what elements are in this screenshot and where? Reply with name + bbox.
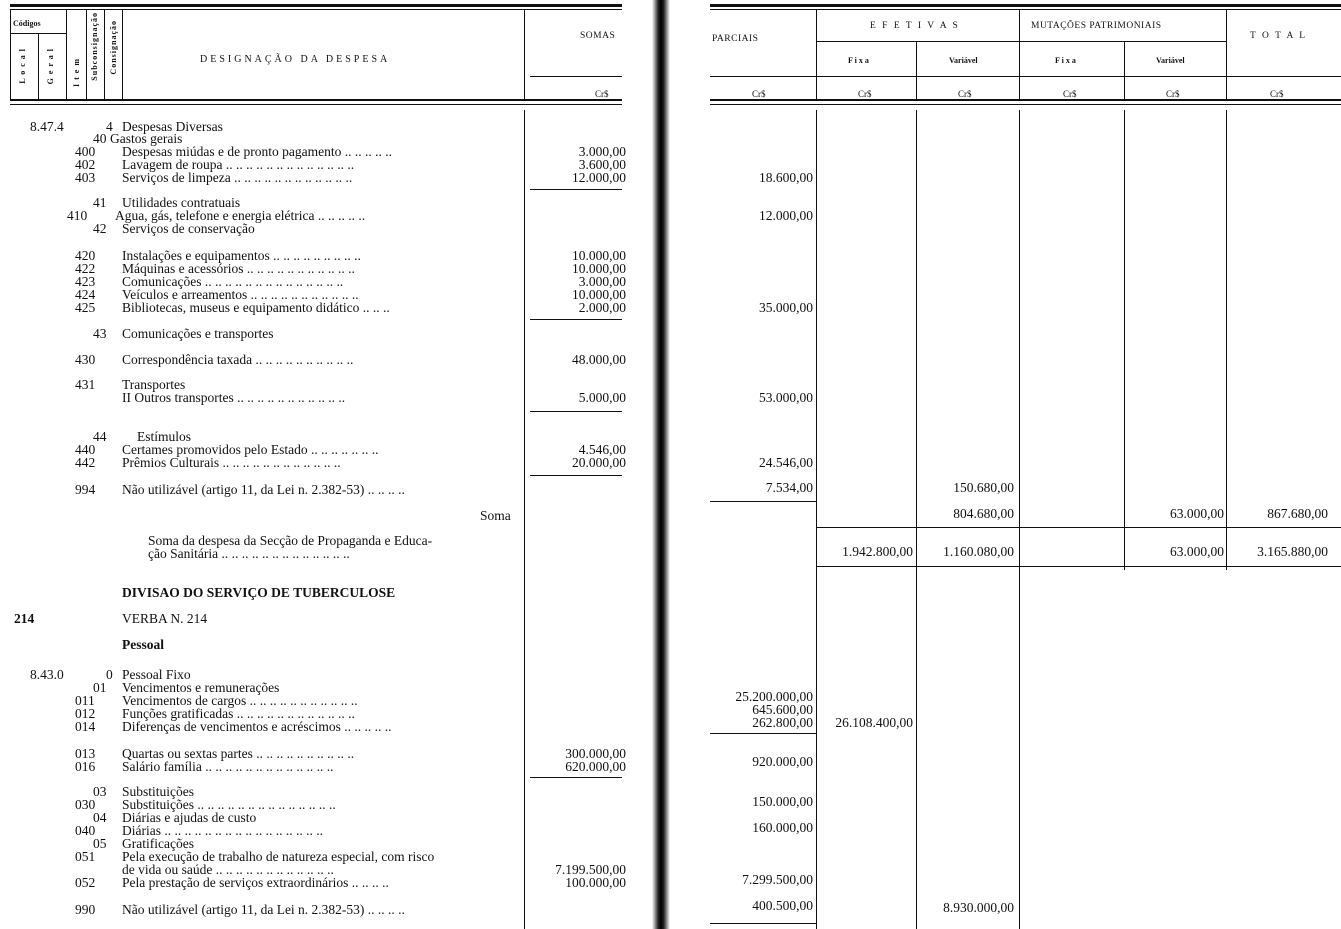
row-text: Lavagem de roupa .. .. .. .. .. .. .. .. .. .. .. .. .. <box>122 157 355 172</box>
row-text: Não utilizável (artigo 11, da Lei n. 2.382-53) .. .. .. .. <box>122 902 405 917</box>
parcial-value: 920.000,00 <box>752 754 813 769</box>
row-soma: 300.000,00 <box>565 746 626 761</box>
row-text: Gastos gerais <box>110 131 183 146</box>
row-soma: 12.000,00 <box>572 170 626 185</box>
parcial-value: 645.600,00 <box>752 702 813 717</box>
currency-header: Cr$ <box>958 89 972 99</box>
row-code: 400 <box>75 144 96 159</box>
row-soma: 20.000,00 <box>572 455 626 470</box>
body-column-rule <box>1019 110 1020 929</box>
col-subconsignacao: Subconsignação <box>90 12 99 81</box>
header-divider <box>38 33 39 100</box>
currency-header: Cr$ <box>752 89 766 99</box>
row-code: 8.43.0 <box>30 667 64 682</box>
parcial-value: 262.800,00 <box>752 715 813 730</box>
left-page <box>0 0 652 929</box>
row-code: 052 <box>75 875 96 890</box>
row-text: Pela prestação de serviços extraordinários .. .. .. .. <box>122 875 389 890</box>
subtotal-rule <box>530 189 622 190</box>
row-text: Não utilizável (artigo 11, da Lei n. 2.382-53) .. .. .. .. <box>122 482 405 497</box>
right-page <box>670 0 1341 929</box>
row-text: Certames promovidos pelo Estado .. .. .. .. .. .. .. <box>122 442 379 457</box>
currency-header: Cr$ <box>1166 89 1180 99</box>
row-text: Quartas ou sextas partes .. .. .. .. .. .. .. .. .. .. <box>122 746 355 761</box>
row-code: 40 <box>93 131 107 146</box>
row-code: 990 <box>75 902 96 917</box>
variavel2-header: Variável <box>1156 56 1185 65</box>
row-text: Comunicações e transportes <box>122 326 274 341</box>
top-rule <box>710 4 1341 7</box>
row-code: 440 <box>75 442 96 457</box>
row-code: 41 <box>93 195 107 210</box>
row-text: Correspondência taxada .. .. .. .. .. .. .. .. .. .. <box>122 352 354 367</box>
row-text: Serviços de limpeza .. .. .. .. .. .. .. .. .. .. .. .. <box>122 170 353 185</box>
body-column-rule <box>1124 110 1125 570</box>
somas-header: SOMAS <box>580 31 616 41</box>
header-divider <box>1226 9 1227 101</box>
row-text: Despesas miúdas e de pronto pagamento .. .. .. .. .. <box>122 144 392 159</box>
row-text: Bibliotecas, museus e equipamento didático .. .. .. <box>122 300 390 315</box>
row-text: Vencimentos e remunerações <box>122 680 280 695</box>
row-text: Substituições <box>122 784 195 799</box>
row-text: Substituições .. .. .. .. .. .. .. .. .. .. .. .. .. .. <box>122 797 336 812</box>
header-divider <box>710 76 1341 77</box>
subtotal-rule <box>710 923 816 924</box>
row-text: Salário família .. .. .. .. .. .. .. .. .. .. .. .. .. <box>122 759 334 774</box>
top-rule <box>10 4 622 7</box>
designacao-header: DESIGNAÇÃO DA DESPESA <box>200 54 391 65</box>
row-code: 44 <box>93 429 107 444</box>
row-soma: 10.000,00 <box>572 248 626 263</box>
currency-header: Cr$ <box>595 89 609 99</box>
fixa2-header: F i x a <box>1055 56 1076 65</box>
header-bottom-rule-thin <box>10 104 622 105</box>
subtotal-rule <box>530 475 622 476</box>
row-soma: 3.600,00 <box>578 157 626 172</box>
col-item: I t e m <box>72 58 81 87</box>
verba-label: VERBA N. 214 <box>122 611 208 626</box>
row-text: Diárias e ajudas de custo <box>122 810 257 825</box>
row-code: 03 <box>93 784 107 799</box>
row-soma: 4.546,00 <box>578 442 626 457</box>
row-soma: 2.000,00 <box>578 300 626 315</box>
header-divider <box>122 9 123 101</box>
header-divider <box>816 9 817 101</box>
row-text: Instalações e equipamentos .. .. .. .. .. .. .. .. .. <box>122 248 361 263</box>
row-text: Despesas Diversas <box>122 119 223 134</box>
fixa-value: 26.108.400,00 <box>835 715 913 730</box>
book-gutter <box>652 0 670 929</box>
row-text: Estímulos <box>137 429 192 444</box>
row-text: Transportes <box>122 377 186 392</box>
row-soma: 3.000,00 <box>578 274 626 289</box>
subtotal-rule <box>530 319 622 320</box>
body-column-rule <box>1226 110 1227 570</box>
body-column-rule <box>916 110 917 929</box>
currency-header: Cr$ <box>1270 89 1284 99</box>
row-text: Veículos e arreamentos .. .. .. .. .. .. .. .. .. .. .. <box>122 287 359 302</box>
row-code: 040 <box>75 823 96 838</box>
row-code: 420 <box>75 248 96 263</box>
mutacoes-header: MUTAÇÕES PATRIMONIAIS <box>1031 21 1162 31</box>
row-code: 431 <box>75 377 96 392</box>
verba-code: 214 <box>14 611 35 626</box>
parcial-value: 7.299.500,00 <box>742 872 813 887</box>
row-text: II Outros transportes .. .. .. .. .. .. .. .. .. .. .. <box>122 390 346 405</box>
header-divider <box>530 76 622 77</box>
total-value: 3.165.880,00 <box>1257 544 1328 559</box>
parcial-value: 150.000,00 <box>752 794 813 809</box>
header-bottom-rule-thin <box>710 104 1341 105</box>
row-code: 442 <box>75 455 96 470</box>
top-rule-thin <box>10 9 622 10</box>
parcial-value: 400.500,00 <box>752 898 813 913</box>
row-code: 8.47.4 <box>30 119 64 134</box>
row-code: 994 <box>75 482 96 497</box>
row-text: Agua, gás, telefone e energia elétrica .. .. .. .. .. <box>115 208 366 223</box>
body-column-rule <box>524 110 525 929</box>
subtotal-rule <box>710 733 816 734</box>
efetivas-header: E F E T I V A S <box>870 21 960 31</box>
subtotal-rule <box>816 527 1341 528</box>
header-divider <box>916 41 917 101</box>
parcial-value: 25.200.000,00 <box>735 689 813 704</box>
row-code: 403 <box>75 170 96 185</box>
section-title: DIVISAO DO SERVIÇO DE TUBERCULOSE <box>122 585 396 600</box>
fixa-value: 1.942.800,00 <box>842 544 913 559</box>
parcial-value: 18.600,00 <box>759 170 813 185</box>
row-text: de vida ou saúde .. .. .. .. .. .. .. .. .. .. .. .. <box>122 862 334 877</box>
variavel-value: 804.680,00 <box>953 506 1014 521</box>
header-divider <box>104 9 105 101</box>
header-divider <box>66 9 67 101</box>
header-bottom-rule <box>10 99 622 101</box>
variavel-value: 8.930.000,00 <box>943 900 1014 915</box>
row-text: Pessoal Fixo <box>122 667 191 682</box>
row-text: Soma da despesa da Secção de Propaganda e Educa- <box>148 533 433 548</box>
subtotal-rule <box>530 777 622 778</box>
row-soma: 10.000,00 <box>572 287 626 302</box>
row-code: 01 <box>93 680 107 695</box>
currency-header: Cr$ <box>858 89 872 99</box>
soma-label: Soma <box>480 508 511 523</box>
row-code: 430 <box>75 352 96 367</box>
pessoal-heading: Pessoal <box>122 637 164 652</box>
header-divider <box>816 41 1019 42</box>
row-soma: 3.000,00 <box>578 144 626 159</box>
mutacao-variavel-value: 63.000,00 <box>1170 544 1224 559</box>
col-consignacao: Consignação <box>109 20 118 75</box>
parcial-value: 35.000,00 <box>759 300 813 315</box>
currency-header: Cr$ <box>1063 89 1077 99</box>
header-divider <box>10 9 11 101</box>
row-text: Pela execução de trabalho de natureza especial, com risco <box>122 849 435 864</box>
variavel-value: 150.680,00 <box>953 480 1014 495</box>
header-divider <box>1019 41 1226 42</box>
mutacao-variavel-value: 63.000,00 <box>1170 506 1224 521</box>
row-code: 030 <box>75 797 96 812</box>
variavel-header: Variável <box>949 56 978 65</box>
top-rule-thin <box>710 9 1341 10</box>
row-code: 013 <box>75 746 96 761</box>
row-code: 011 <box>75 693 95 708</box>
row-text: ção Sanitária .. .. .. .. .. .. .. .. .. .. .. .. .. <box>148 546 350 561</box>
row-code: 402 <box>75 157 96 172</box>
row-code: 423 <box>75 274 96 289</box>
row-code: 016 <box>75 759 96 774</box>
row-text: Comunicações .. .. .. .. .. .. .. .. .. .. .. .. .. .. <box>122 274 344 289</box>
row-text: Diárias .. .. .. .. .. .. .. .. .. .. .. .. .. .. .. .. <box>122 823 323 838</box>
parcial-value: 24.546,00 <box>759 455 813 470</box>
row-code: 424 <box>75 287 96 302</box>
row-code: 05 <box>93 836 107 851</box>
row-text: Gratificações <box>122 836 194 851</box>
row-code: 012 <box>75 706 96 721</box>
row-text: Funções gratificadas .. .. .. .. .. .. .. .. .. .. .. .. <box>122 706 355 721</box>
row-text: Prêmios Culturais .. .. .. .. .. .. .. .. .. .. .. .. <box>122 455 341 470</box>
row-text: Serviços de conservação <box>122 221 255 236</box>
row-soma: 10.000,00 <box>572 261 626 276</box>
row-code: 425 <box>75 300 96 315</box>
col-local: L o c a l <box>18 48 27 84</box>
header-bottom-rule <box>710 99 1341 101</box>
row-code: 0 <box>106 667 113 682</box>
header-divider <box>1124 41 1125 101</box>
codigos-label: Códigos <box>13 19 41 28</box>
row-code: 422 <box>75 261 96 276</box>
row-soma: 48.000,00 <box>572 352 626 367</box>
row-soma: 100.000,00 <box>565 875 626 890</box>
header-divider <box>1019 9 1020 101</box>
row-text: Vencimentos de cargos .. .. .. .. .. .. .. .. .. .. .. <box>122 693 358 708</box>
row-text: Utilidades contratuais <box>122 195 241 210</box>
parcial-value: 160.000,00 <box>752 820 813 835</box>
subtotal-rule <box>710 501 816 502</box>
parciais-header: PARCIAIS <box>712 34 759 44</box>
row-code: 4 <box>106 119 113 134</box>
row-code: 04 <box>93 810 107 825</box>
total-value: 867.680,00 <box>1267 506 1328 521</box>
row-text: Máquinas e acessórios .. .. .. .. .. .. .. .. .. .. .. <box>122 261 355 276</box>
row-code: 43 <box>93 326 107 341</box>
row-code: 051 <box>75 849 96 864</box>
col-geral: G e r a l <box>46 48 55 85</box>
row-soma: 620.000,00 <box>565 759 626 774</box>
fixa-header: F i x a <box>848 56 869 65</box>
parcial-value: 7.534,00 <box>765 480 813 495</box>
header-divider <box>524 9 525 101</box>
row-code: 014 <box>75 719 96 734</box>
parcial-value: 12.000,00 <box>759 208 813 223</box>
row-code: 42 <box>93 221 107 236</box>
subtotal-rule <box>816 566 1341 567</box>
row-code: 410 <box>67 208 88 223</box>
subtotal-rule <box>530 411 622 412</box>
row-soma: 7.199.500,00 <box>555 862 626 877</box>
parcial-value: 53.000,00 <box>759 390 813 405</box>
header-divider <box>86 9 87 101</box>
row-text: Diferenças de vencimentos e acréscimos .. .. .. .. .. <box>122 719 392 734</box>
row-soma: 5.000,00 <box>578 390 626 405</box>
variavel-value: 1.160.080,00 <box>943 544 1014 559</box>
body-column-rule <box>816 110 817 929</box>
total-header: T O T A L <box>1250 31 1308 41</box>
